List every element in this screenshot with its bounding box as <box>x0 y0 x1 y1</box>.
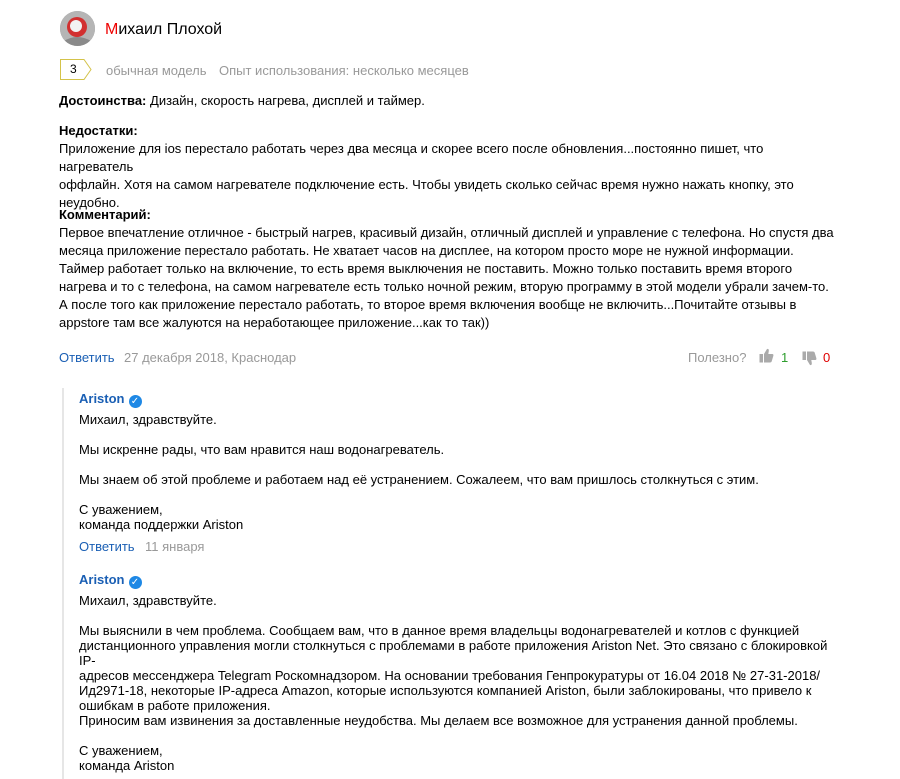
replies-thread <box>62 388 64 779</box>
verified-icon: ✓ <box>129 395 142 408</box>
comment-line: appstore там все жалуются на неработающее приложение...как то так)) <box>59 315 490 330</box>
author-name[interactable] <box>105 21 222 39</box>
reply-company[interactable] <box>79 572 142 589</box>
pros-section <box>59 92 839 110</box>
reply-line: Мы выяснили в чем проблема. Сообщаем вам, что в данное время владельцы водонагревателей и котлов с функцией <box>79 623 800 638</box>
comment-line: А после того как приложение перестало работать, то второе время включения вообще не включить...Почитайте отзывы в <box>59 297 797 312</box>
grade-value: 3 <box>70 62 77 76</box>
reply-paragraph: Мы искренне рады, что вам нравится наш водонагреватель. <box>79 442 445 457</box>
reply-signature-line: С уважением, <box>79 502 163 517</box>
company-name[interactable]: Ariston <box>79 572 125 587</box>
helpful-label: Полезно? <box>688 350 747 365</box>
reply-line: ошибкам в работе приложения. <box>79 698 271 713</box>
reply-paragraph <box>79 623 839 713</box>
avatar[interactable] <box>60 11 95 46</box>
reply-link[interactable]: Ответить <box>79 539 135 554</box>
reply-greeting: Михаил, здравствуйте. <box>79 593 217 608</box>
experience-label: Опыт использования: несколько месяцев <box>219 63 469 78</box>
comment-line: месяца приложение перестало работать. Не хватает часов на дисплее, на котором просто море не нужной информации. <box>59 243 794 258</box>
reply-company[interactable] <box>79 391 142 408</box>
comment-label: Комментарий: <box>59 207 151 222</box>
likes-count: 1 <box>781 350 789 365</box>
reply-greeting: Михаил, здравствуйте. <box>79 412 217 427</box>
cons-line: оффлайн. Хотя на самом нагревателе подключение есть. Чтобы увидеть сколько сейчас время нужно нажать кнопку, это <box>59 177 794 192</box>
reply-line: Ид2971-18, некоторые IP-адреса Amazon, которые используются компанией Ariston, были заблокированы, что привело к <box>79 683 812 698</box>
reply-signature-line: команда Ariston <box>79 758 175 773</box>
company-name[interactable]: Ariston <box>79 391 125 406</box>
cons-line: Приложение для ios перестало работать через два месяца и скорее всего после обновления...постоянно пишет, что нагреватель <box>59 141 764 174</box>
cons-section <box>59 122 839 212</box>
reply-link[interactable]: Ответить <box>59 350 115 365</box>
reply-line: адресов мессенджера Telegram Роскомнадзором. На основании требования Генпрокуратуры от 16.04 2018 № 27-31-2018/ <box>79 668 821 683</box>
comment-section <box>59 206 839 332</box>
reply-signature-line: С уважением, <box>79 743 163 758</box>
pros-text: Дизайн, скорость нагрева, дисплей и таймер. <box>150 93 425 108</box>
cons-line: неудобно. <box>59 195 120 210</box>
verified-icon: ✓ <box>129 576 142 589</box>
pros-label: Достоинства: <box>59 93 147 108</box>
thumb-up-icon[interactable] <box>759 348 774 366</box>
reply-paragraph: Приносим вам извинения за доставленные неудобства. Мы делаем все возможное для устранения данной проблемы. <box>79 713 798 728</box>
reply-date: 11 января <box>145 539 205 554</box>
reply-paragraph: Мы знаем об этой проблеме и работаем над её устранением. Сожалеем, что вам пришлось столкнуться с этим. <box>79 472 759 487</box>
author-name-first-letter: М <box>105 21 119 38</box>
comment-line: нагрева и то с телефона, на самом нагревателе есть только ночной режим, вторую программу в этой модели убрали зачем-то. <box>59 279 829 294</box>
reply-signature-line: команда поддержки Ariston <box>79 517 244 532</box>
review-date-place: 27 декабря 2018, Краснодар <box>124 350 297 365</box>
comment-line: Таймер работает только на включение, то есть время выключения не поставить. Можно только поставить время второго <box>59 261 793 276</box>
reply-line: дистанционного управления могли столкнуться с проблемами в работе приложения Ariston Net. Это связано с блокировкой IP- <box>79 638 828 668</box>
thumb-down-icon[interactable] <box>802 351 817 369</box>
cons-label: Недостатки: <box>59 123 138 138</box>
comment-line: Первое впечатление отличное - быстрый нагрев, красивый дизайн, отличный дисплей и управление с телефона. Но спустя два <box>59 225 834 240</box>
model-label: обычная модель <box>106 63 207 78</box>
author-name-rest: ихаил Плохой <box>118 21 223 38</box>
dislikes-count: 0 <box>823 350 831 365</box>
